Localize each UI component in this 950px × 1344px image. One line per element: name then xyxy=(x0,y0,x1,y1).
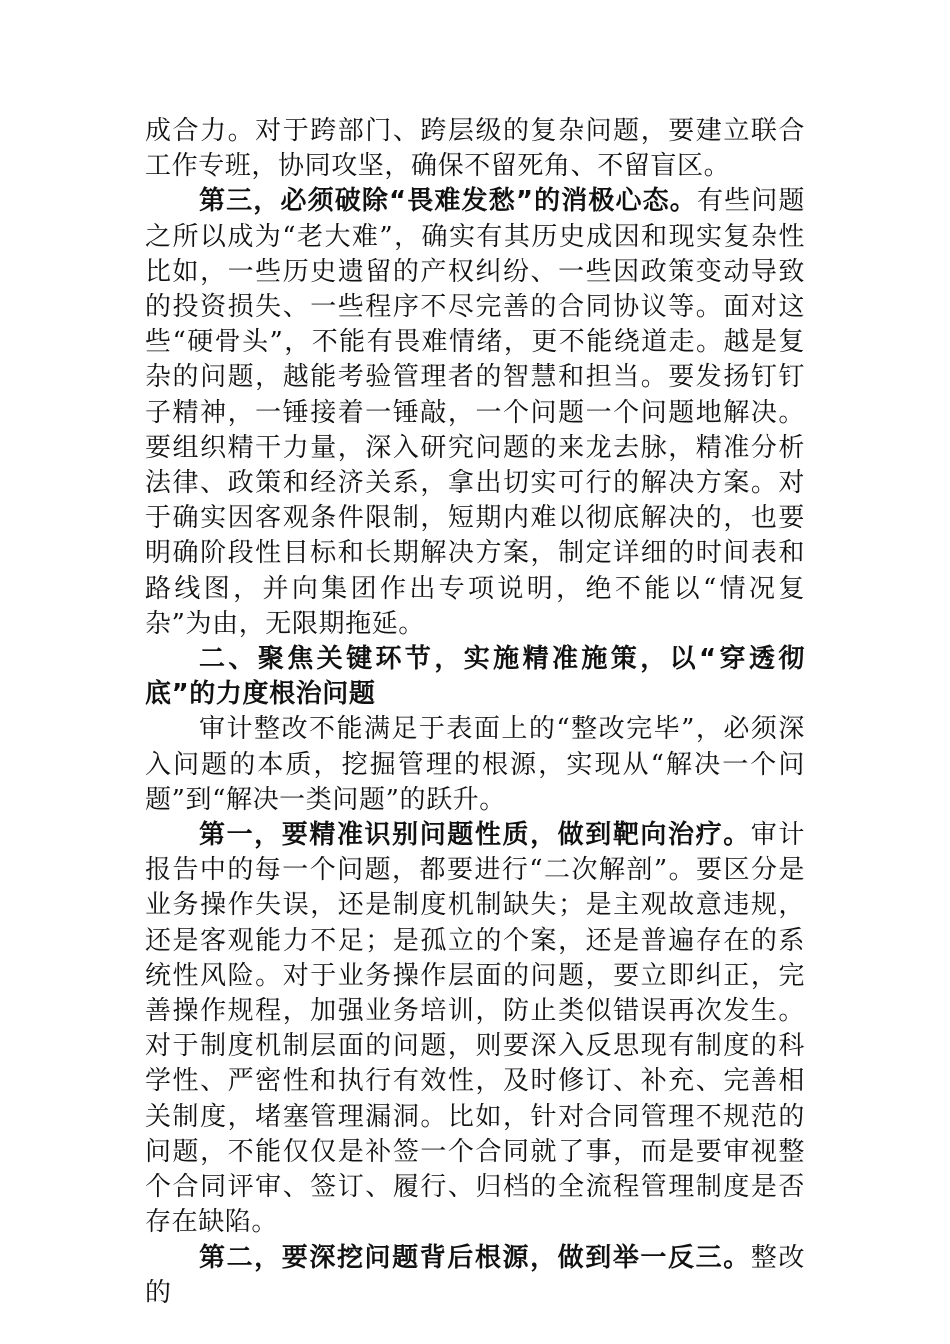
paragraph-lead-sentence: 第二，要深挖问题背后根源，做到举一反三。 xyxy=(199,1242,751,1273)
section-heading-2: 二、聚焦关键环节，实施精准施策，以“穿透彻底”的力度根治问题 xyxy=(145,644,805,710)
paragraph-continuation: 成合力。对于跨部门、跨层级的复杂问题，要建立联合工作专班，协同攻坚，确保不留死角、不留盲区。 xyxy=(145,116,805,182)
paragraph-section-intro: 审计整改不能满足于表面上的“整改完毕”，必须深入问题的本质，挖掘管理的根源，实现从“解决一个问题”到“解决一类问题”的跃升。 xyxy=(145,714,805,815)
paragraph-body: 整改的 xyxy=(145,1242,805,1308)
paragraph-third-point xyxy=(145,184,805,642)
document-page xyxy=(145,114,805,1311)
paragraph-body: 有些问题之所以成为“老大难”，确实有其历史成因和现实复杂性比如，一些历史遗留的产权纠纷、一些因政策变动导致的投资损失、一些程序不尽完善的合同协议等。面对这些“硬骨头”，不能有畏难情绪，更不能绕道走。越是复杂的问题，越能考验管理者的智慧和担当。要发扬钉钉子精神，一锤接着一锤敲，一个问题一个问题地解决。要组织精干力量，深入研究问题的来龙去脉，精准分析法律、政策和经济关系，拿出切实可行的解决方案。对于确实因客观条件限制，短期内难以彻底解决的，也要明确阶段性目标和长期解决方案，制定详细的时间表和路线图，并向集团作出专项说明，绝不能以“情况复杂”为由，无限期拖延。 xyxy=(145,186,805,639)
paragraph-second-point xyxy=(145,1241,805,1311)
paragraph-first-point xyxy=(145,818,805,1240)
paragraph-body: 审计报告中的每一个问题，都要进行“二次解剖”。要区分是业务操作失误，还是制度机制缺失；是主观故意违规，还是客观能力不足；是孤立的个案，还是普遍存在的系统性风险。对于业务操作层面的问题，要立即纠正，完善操作规程，加强业务培训，防止类似错误再次发生。对于制度机制层面的问题，则要深入反思现有制度的科学性、严密性和执行有效性，及时修订、补充、完善相关制度，堵塞管理漏洞。比如，针对合同管理不规范的问题，不能仅仅是补签一个合同就了事，而是要审视整个合同评审、签订、履行、归档的全流程管理制度是否存在缺陷。 xyxy=(145,820,805,1238)
paragraph-lead-sentence: 第一，要精准识别问题性质，做到靶向治疗。 xyxy=(199,820,751,851)
paragraph-lead-sentence: 第三，必须破除“畏难发愁”的消极心态。 xyxy=(199,186,697,217)
